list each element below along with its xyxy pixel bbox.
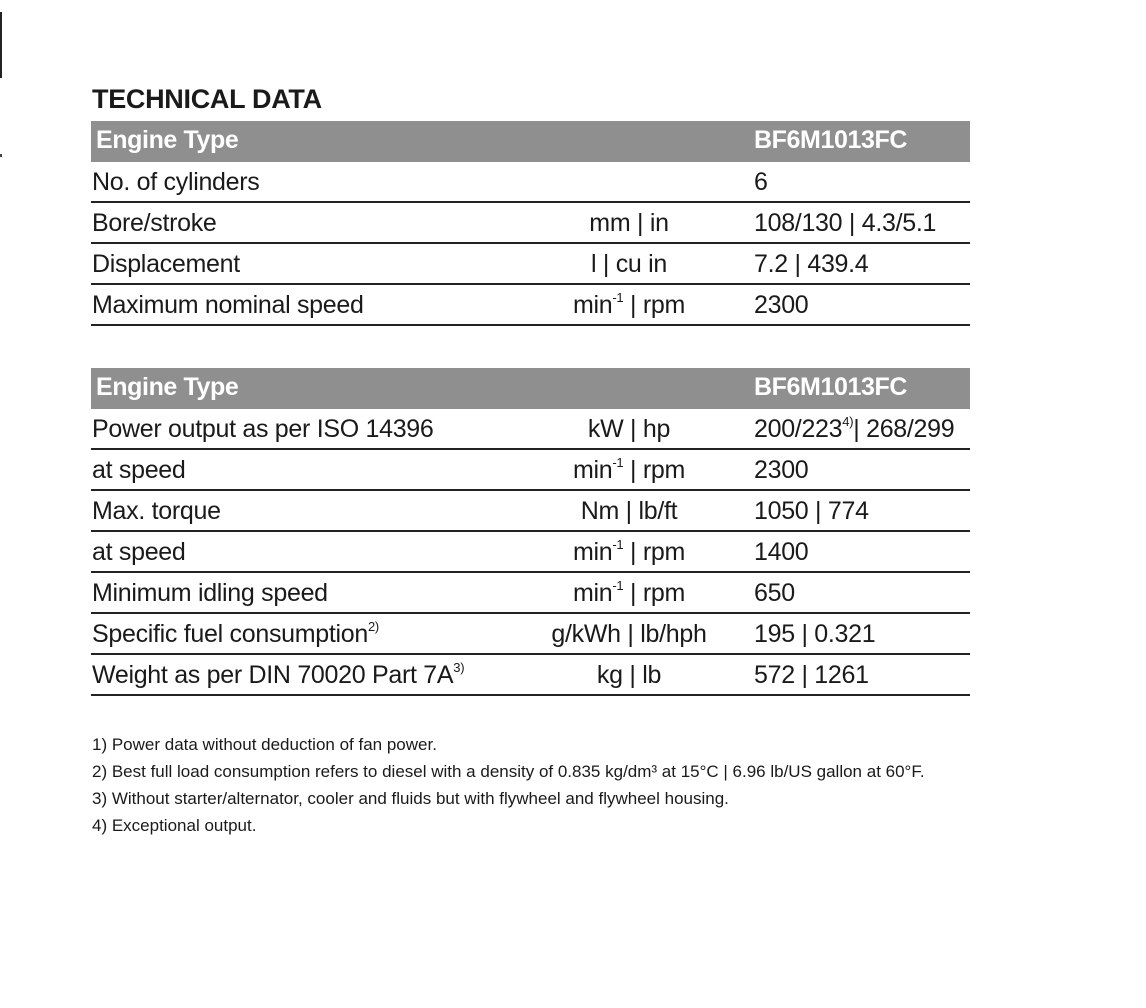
footnote-item: 3) Without starter/alternator, cooler and fluids but with flywheel and flywheel housing. xyxy=(92,789,729,808)
technical-data-table-performance xyxy=(91,368,970,696)
row-label: Weight as per DIN 70020 Part $7A^{3)}$ xyxy=(92,660,465,689)
footnote-ref: 4) xyxy=(842,414,854,429)
row-label: at speed xyxy=(92,456,186,484)
row-value: 200/223$^{4)}$| 268/299 xyxy=(754,414,955,443)
row-label: at speed xyxy=(92,538,186,566)
row-unit: kg | lb xyxy=(596,661,662,689)
table-row xyxy=(91,573,970,614)
header-label: Engine Type xyxy=(96,126,239,154)
row-value: 572 | 1261 xyxy=(754,661,869,689)
row-value: 650 xyxy=(754,579,795,607)
row-unit: l | cu in xyxy=(590,250,668,278)
footnote-ref: 3) xyxy=(453,660,465,675)
row-label: Minimum idling speed xyxy=(92,579,328,607)
table-header xyxy=(91,121,970,162)
technical-data-table-general xyxy=(91,121,970,326)
footnote-item: 1) Power data without deduction of fan power. xyxy=(92,735,437,754)
footnote-ref: 2) xyxy=(367,619,379,634)
table-row xyxy=(91,491,970,532)
page-edge-dot xyxy=(0,154,2,157)
page-title: TECHNICAL DATA xyxy=(92,84,322,114)
table-row xyxy=(91,409,970,450)
table-row xyxy=(91,532,970,573)
footnote-item: 2) Best full load consumption refers to diesel with a density of 0.835 kg/dm³ at 15°C | 6.96 lb/US gallon at 60°F. xyxy=(92,762,925,781)
row-label: Specific fuel consumption$^{2)}$ xyxy=(92,619,379,648)
footnote-item: 4) Exceptional output. xyxy=(92,816,257,835)
row-value: 2300 xyxy=(754,456,809,484)
row-value: 108/130 | 4.3/5.1 xyxy=(754,209,937,237)
footnotes xyxy=(92,731,925,839)
row-label: Max. torque xyxy=(92,497,221,525)
row-value: 2300 xyxy=(754,291,809,319)
row-value: 1050 | 774 xyxy=(754,497,869,525)
row-unit: $\min^{-1}$ | rpm xyxy=(573,578,685,607)
page-edge-mark xyxy=(0,12,2,78)
row-unit: mm | in xyxy=(589,209,669,237)
table-row xyxy=(91,244,970,285)
table-row xyxy=(91,162,970,203)
header-label: Engine Type xyxy=(96,373,239,401)
table-row xyxy=(91,655,970,696)
table-header xyxy=(91,368,970,409)
row-unit: g/kWh | lb/hph xyxy=(551,620,707,648)
row-label: Bore/stroke xyxy=(92,209,217,237)
row-label: Maximum nominal speed xyxy=(92,291,364,319)
row-value: 195 | 0.321 xyxy=(754,620,876,648)
row-unit: $\min^{-1}$ | rpm xyxy=(573,290,685,319)
row-label: Displacement xyxy=(92,250,240,278)
table-row xyxy=(91,203,970,244)
row-unit: $\min^{-1}$ | rpm xyxy=(573,455,685,484)
row-label: No. of cylinders xyxy=(92,168,260,196)
row-unit: kW | hp xyxy=(587,415,671,443)
row-value: 7.2 | 439.4 xyxy=(754,250,869,278)
table-row xyxy=(91,614,970,655)
row-value: 6 xyxy=(754,168,768,196)
row-value: 1400 xyxy=(754,538,809,566)
table-row xyxy=(91,450,970,491)
header-engine-model: BF6M1013FC xyxy=(754,373,907,401)
header-engine-model: BF6M1013FC xyxy=(754,126,907,154)
table-row xyxy=(91,285,970,326)
row-label: Power output as per ISO 14396 xyxy=(92,415,434,443)
row-unit: $\min^{-1}$ | rpm xyxy=(573,537,685,566)
row-unit: Nm | lb/ft xyxy=(580,497,678,525)
